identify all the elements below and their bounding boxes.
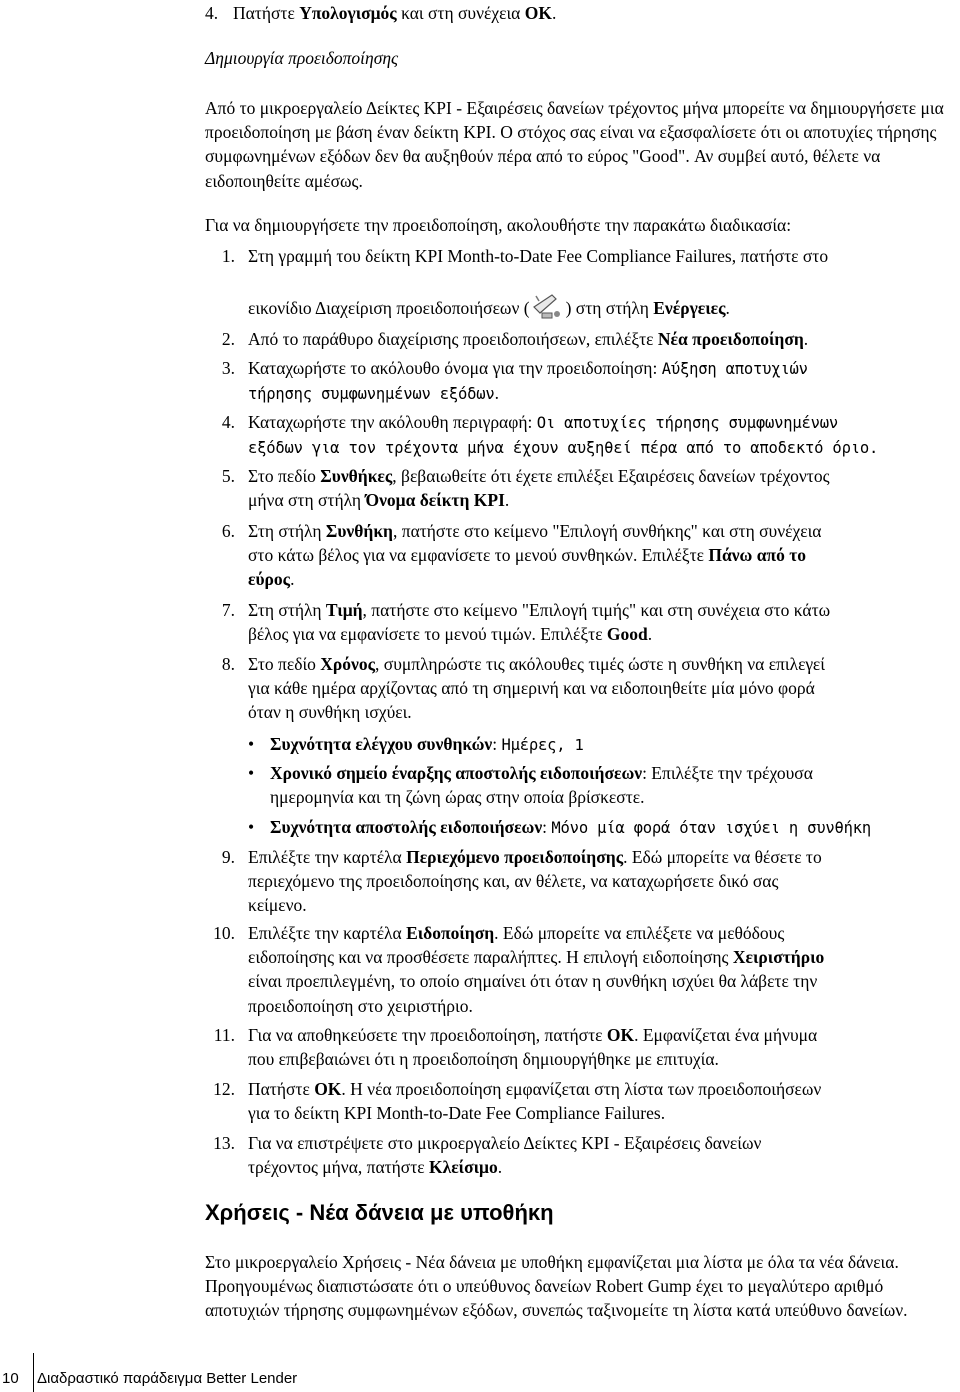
alert-manage-icon: [530, 293, 566, 319]
intro-paragraph: Από το μικροεργαλείο Δείκτες KPI - Εξαιρέσεις δανείων τρέχοντος μήνα μπορείτε να δημιουργήσετε μια προειδοποίηση με βάση έναν δείκτη KPI. Ο στόχος σας είναι να εξασφαλίσετε ότι οι αποτυχίες τήρησης συμφωνημένων εξόδων δεν θα αυξηθούν πέρα από το εύρος "Good". Αν συμβεί αυτό, θέλετε να ειδοποιηθείτε αμέσως.: [205, 98, 944, 191]
section-paragraph: Στο μικροεργαλείο Χρήσεις - Νέα δάνεια με υποθήκη εμφανίζεται μια λίστα με όλα τα νέα δάνεια. Προηγουμένως διαπιστώσατε ότι ο υπεύθυνος δανείων Robert Gump έχει το μεγαλύτερο αριθμό αποτυχιών τήρησης συμφωνημένων εξόδων, συνεπώς ταξινομείτε τη λίστα κατά υπεύθυνο δανείων.: [205, 1252, 908, 1321]
subheading: Δημιουργία προειδοποίησης: [205, 48, 399, 68]
intro-procedure: Για να δημιουργήσετε την προειδοποίηση, ακολουθήστε την παρακάτω διαδικασία:: [205, 215, 792, 235]
step-number: 4.: [205, 3, 219, 23]
footer-title: Διαδραστικό παράδειγμα Better Lender: [37, 1370, 298, 1387]
section-heading: Χρήσεις - Νέα δάνεια με υποθήκη: [205, 1200, 554, 1225]
page-number: 10: [2, 1370, 19, 1387]
step-4-top: 4. Πατήστε Υπολογισμός και στη συνέχεια OK.: [205, 3, 557, 23]
page-footer: [2, 1369, 297, 1389]
